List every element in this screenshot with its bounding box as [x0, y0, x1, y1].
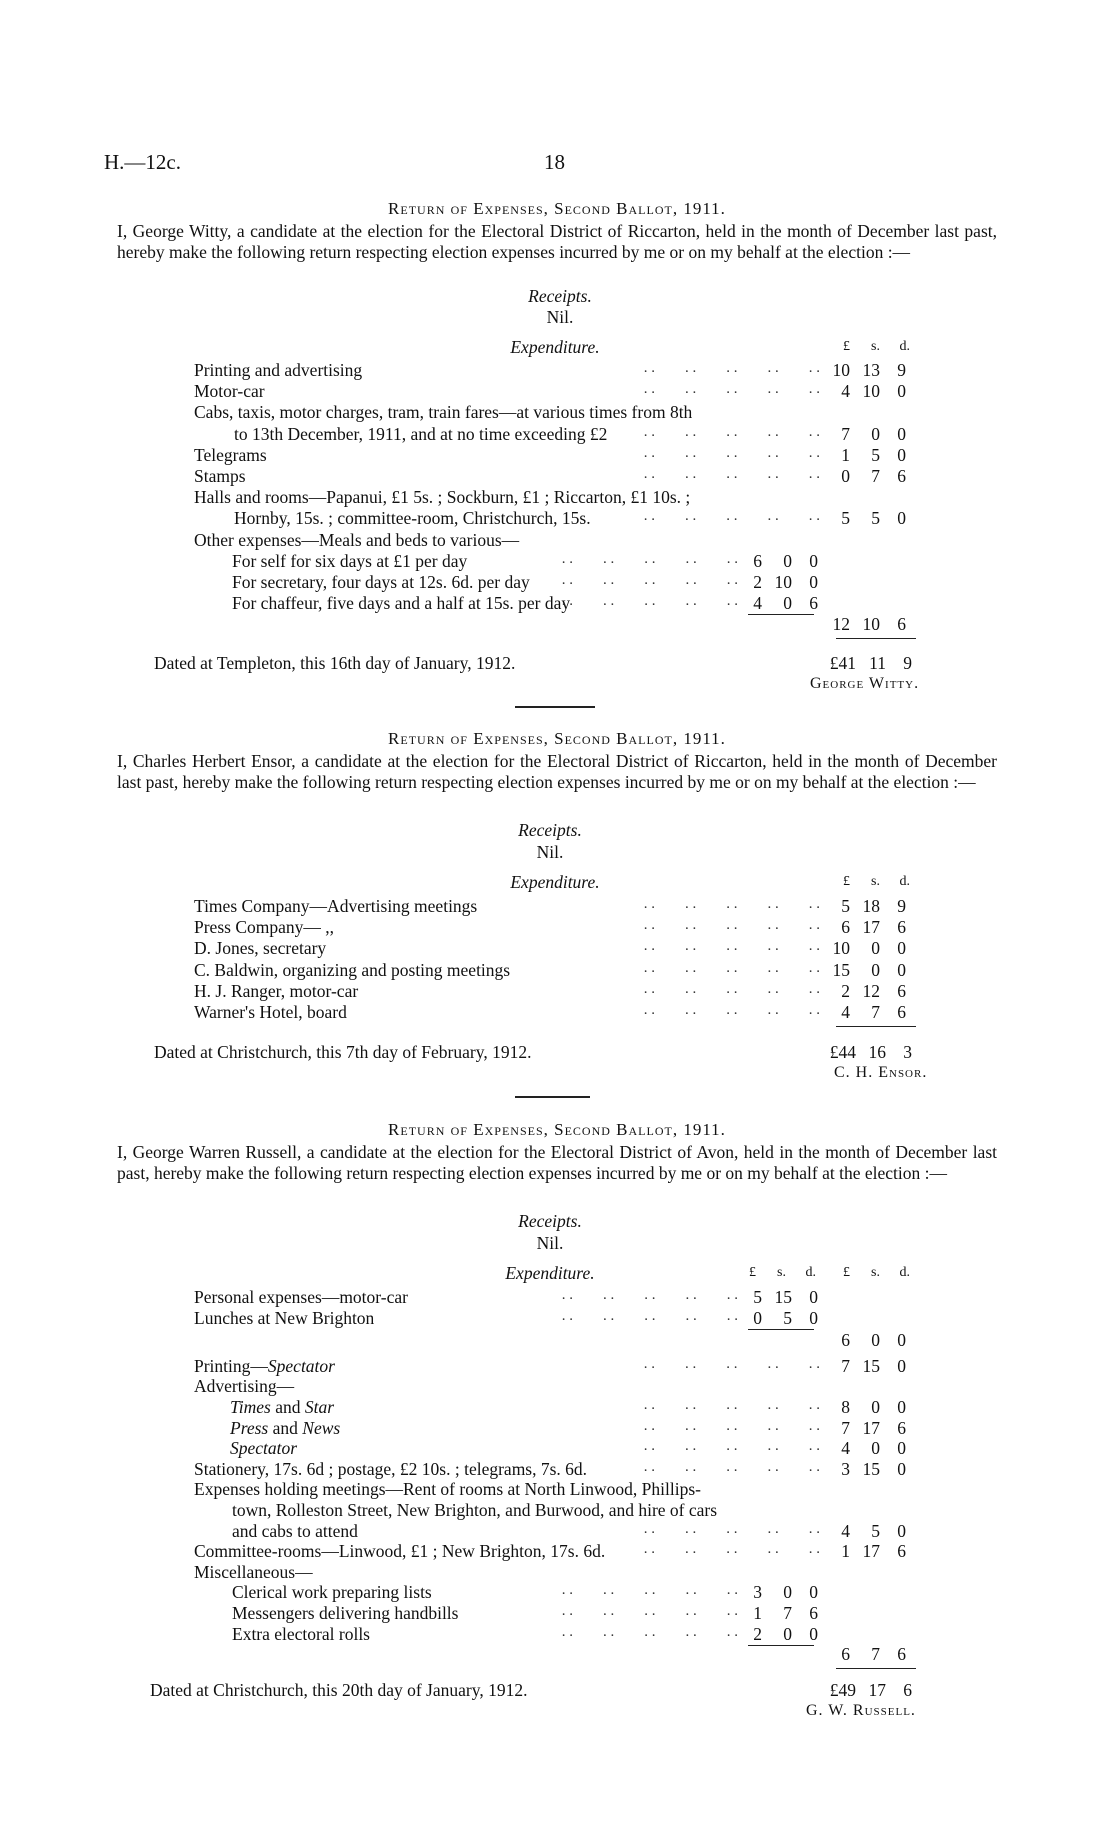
leader-dots: . . . . . . . . . . [561, 550, 738, 567]
expenditure-item-label: Printing and advertising [194, 360, 363, 380]
line-amount: 7 17 6 [841, 1417, 906, 1438]
line-amount: 2 12 6 [841, 980, 906, 1001]
line-amount: 4 10 0 [841, 381, 906, 402]
expenditure-item-label: to 13th December, 1911, and at no time exceeding £2 [234, 423, 608, 444]
sub-amount: 5 15 0 [753, 1287, 818, 1307]
receipts-label: Receipts. [518, 820, 582, 840]
line-amount: 4 0 0 [841, 1438, 906, 1459]
expenditure-item-label: Press Company— ,, [194, 917, 334, 938]
line-amount: 7 0 0 [841, 423, 906, 444]
line-amount: 6 0 0 [841, 1330, 906, 1351]
receipts-value: Nil. [546, 307, 574, 327]
leader-dots: . . . . . . . . . . [643, 1458, 820, 1475]
leader-dots: . . . . . . . . . . [643, 1397, 820, 1413]
expenditure-item-label: Hornby, 15s. ; committee-room, Christchurch, 15s. [234, 508, 591, 529]
line-amount: 1 17 6 [841, 1541, 906, 1562]
dated-line: Dated at Templeton, this 16th day of January, 1912. [154, 653, 516, 673]
leader-dots: . . . . . . . . . . [561, 593, 738, 610]
leader-dots: . . . . . . . . . . [643, 466, 820, 482]
expenditure-item-label: Printing—Spectator [194, 1355, 335, 1376]
expenditure-item-label: Halls and rooms—Papanui, £1 5s. ; Sockburn, £1 ; Riccarton, £1 10s. ; [194, 487, 691, 508]
leader-dots: . . . . . . . . . . [561, 1603, 738, 1619]
line-amount: 12 10 6 [832, 614, 906, 635]
leader-dots: . . . . . . . . . . [643, 423, 820, 440]
section-title: Return of Expenses, Second Ballot, 1911. [388, 729, 726, 748]
page-number: 18 [544, 150, 565, 174]
expenditure-label: Expenditure. [510, 872, 600, 892]
sub-amount: 4 0 6 [753, 593, 818, 614]
expenditure-item-label: Telegrams [194, 444, 267, 465]
expenditure-item-label: Personal expenses—motor-car [194, 1287, 408, 1307]
leader-dots: . . . . . . . . . . [643, 959, 820, 976]
sub-amount: 6 0 0 [753, 550, 818, 571]
leader-dots: . . . . . . . . . . [643, 381, 820, 398]
expenditure-item-label: Stationery, 17s. 6d ; postage, £2 10s. ; telegrams, 7s. 6d. [194, 1458, 588, 1479]
receipts-label: Receipts. [528, 286, 592, 306]
column-headers: £ s. d. [843, 874, 910, 889]
expenditure-item-label: Times and Star [230, 1397, 335, 1417]
line-amount: 5 18 9 [841, 896, 906, 916]
expenditure-item-label: Press and News [230, 1417, 341, 1438]
expenditure-item-label: Expenses holding meetings—Rent of rooms at North Linwood, Phillips- [194, 1479, 701, 1500]
line-amount: 4 7 6 [841, 1002, 906, 1022]
leader-dots: . . . . . . . . . . [643, 1520, 820, 1537]
leader-dots: . . . . . . . . . . [643, 917, 820, 934]
column-headers: £ s. d. [843, 339, 910, 354]
expenditure-item-label: Messengers delivering handbills [232, 1603, 459, 1623]
expenditure-item-label: Stamps [194, 466, 246, 486]
leader-dots: . . . . . . . . . . [643, 896, 820, 912]
leader-dots: . . . . . . . . . . [561, 1582, 738, 1599]
expenditure-item-label: For self for six days at £1 per day [232, 550, 468, 571]
column-headers: £ s. d. [843, 1265, 910, 1280]
expenditure-label: Expenditure. [505, 1263, 595, 1283]
leader-dots: . . . . . . . . . . [643, 1355, 820, 1372]
line-amount: 8 0 0 [841, 1397, 906, 1417]
leader-dots: . . . . . . . . . . [561, 1307, 738, 1324]
total-rule [836, 638, 916, 639]
leader-dots: . . . . . . . . . . [643, 1417, 820, 1434]
dated-line: Dated at Christchurch, this 7th day of February, 1912. [154, 1042, 532, 1062]
section-divider [515, 1096, 590, 1098]
expenditure-item-label: town, Rolleston Street, New Brighton, and Burwood, and hire of cars [232, 1500, 718, 1520]
line-amount: 6 7 6 [841, 1644, 906, 1665]
expenditure-item-label: Miscellaneous— [194, 1561, 313, 1582]
line-amount: 4 5 0 [841, 1520, 906, 1541]
expenditure-item-label: Advertising— [194, 1376, 295, 1397]
expenditure-item-label: Warner's Hotel, board [194, 1002, 347, 1022]
expenditure-item-label: Extra electoral rolls [232, 1623, 370, 1644]
sub-amount: 3 0 0 [753, 1582, 818, 1603]
expenditure-item-label: Other expenses—Meals and beds to various— [194, 529, 520, 550]
expenditure-item-label: Lunches at New Brighton [194, 1307, 375, 1328]
leader-dots: . . . . . . . . . . [643, 1541, 820, 1558]
expenditure-item-label: Spectator [230, 1438, 298, 1459]
leader-dots: . . . . . . . . . . [643, 1438, 820, 1455]
receipts-label: Receipts. [518, 1211, 582, 1231]
line-amount: 1 5 0 [841, 444, 906, 465]
expenditure-item-label: and cabs to attend [232, 1520, 358, 1541]
expenditure-item-label: For secretary, four days at 12s. 6d. per day [232, 572, 530, 592]
expenditure-item-label: C. Baldwin, organizing and posting meetings [194, 959, 511, 980]
leader-dots: . . . . . . . . . . [561, 1623, 738, 1640]
page-reference: H.—12c. [104, 150, 181, 174]
line-amount: 10 0 0 [832, 938, 906, 959]
section-intro: I, Charles Herbert Ensor, a candidate at the election for the Electoral District of Riccarton, held in the month of December last past, hereby make the following return respecting election expenses incurred by me or on my behalf at the election :— [117, 751, 997, 792]
total-amount: £44 16 3 [829, 1042, 912, 1062]
line-amount: 15 0 0 [832, 959, 906, 980]
sub-column-headers: £ s. d. [749, 1265, 816, 1280]
leader-dots: . . . . . . . . . . [643, 980, 820, 997]
expenditure-item-label: Committee-rooms—Linwood, £1 ; New Brighton, 17s. 6d. [194, 1541, 606, 1562]
signature: G. W. Russell. [806, 1702, 916, 1719]
section-title: Return of Expenses, Second Ballot, 1911. [388, 1120, 726, 1139]
subtotal-rule [748, 1645, 814, 1646]
section-divider [515, 706, 595, 708]
leader-dots: . . . . . . . . . . [643, 444, 820, 461]
line-amount: 10 13 9 [832, 360, 906, 380]
line-amount: 5 5 0 [841, 508, 906, 529]
leader-dots: . . . . . . . . . . [643, 508, 820, 525]
section-title: Return of Expenses, Second Ballot, 1911. [388, 199, 726, 218]
section-intro: I, George Warren Russell, a candidate at the election for the Electoral District of Avon, held in the month of December last past, hereby make the following return respecting election expenses incurred by me or on my behalf at the election :— [117, 1142, 997, 1183]
line-amount: 7 15 0 [841, 1355, 906, 1376]
leader-dots: . . . . . . . . . . [561, 1287, 738, 1303]
expenditure-label: Expenditure. [510, 337, 600, 357]
section-intro: I, George Witty, a candidate at the election for the Electoral District of Riccarton, held in the month of December last past, hereby make the following return respecting election expenses incurred by me or on my behalf at the election :— [117, 221, 997, 262]
receipts-value: Nil. [536, 1233, 564, 1253]
dated-line: Dated at Christchurch, this 20th day of January, 1912. [150, 1680, 528, 1700]
leader-dots: . . . . . . . . . . [561, 572, 738, 588]
expenditure-item-label: Clerical work preparing lists [232, 1582, 432, 1603]
total-amount: £49 17 6 [829, 1680, 912, 1700]
line-amount: 3 15 0 [841, 1458, 906, 1479]
signature: George Witty. [810, 675, 920, 692]
expenditure-item-label: Motor-car [194, 381, 265, 402]
signature: C. H. Ensor. [834, 1064, 928, 1081]
expenditure-item-label: D. Jones, secretary [194, 938, 327, 959]
total-rule [836, 1668, 916, 1669]
expenditure-item-label: For chaffeur, five days and a half at 15s. per day [232, 593, 571, 614]
expenditure-item-label: Times Company—Advertising meetings [194, 896, 478, 916]
total-rule [836, 1026, 916, 1027]
sub-amount: 0 5 0 [753, 1307, 818, 1328]
leader-dots: . . . . . . . . . . [643, 938, 820, 955]
line-amount: 6 17 6 [841, 917, 906, 938]
sub-amount: 2 10 0 [753, 572, 818, 592]
line-amount: 0 7 6 [841, 466, 906, 486]
expenditure-item-label: Cabs, taxis, motor charges, tram, train fares—at various times from 8th [194, 402, 693, 423]
sub-amount: 1 7 6 [753, 1603, 818, 1623]
subtotal-rule [748, 614, 814, 615]
total-amount: £41 11 9 [829, 653, 912, 673]
expenditure-item-label: H. J. Ranger, motor-car [194, 980, 359, 1001]
sub-amount: 2 0 0 [753, 1623, 818, 1644]
receipts-value: Nil. [536, 842, 564, 862]
leader-dots: . . . . . . . . . . [643, 1002, 820, 1018]
leader-dots: . . . . . . . . . . [643, 360, 820, 376]
subtotal-rule [748, 1329, 814, 1330]
